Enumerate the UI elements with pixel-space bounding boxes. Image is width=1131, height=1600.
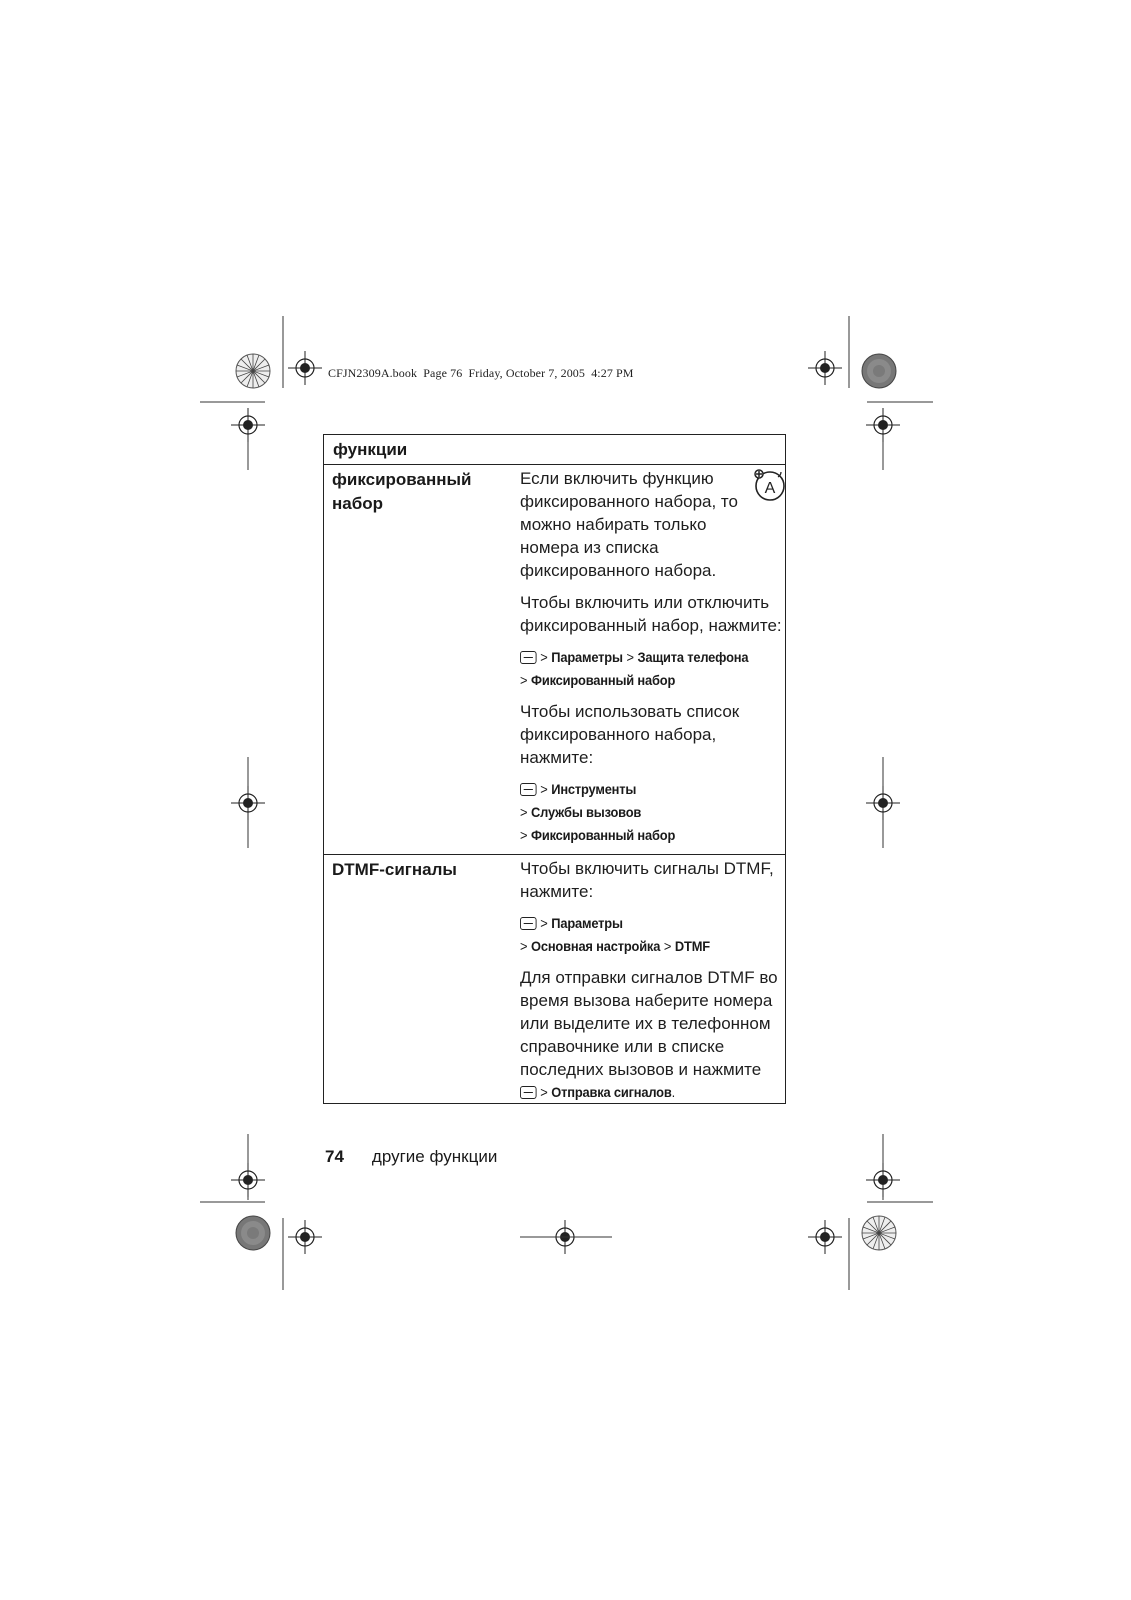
menu-path-item: DTMF (674, 938, 710, 954)
print-header: CFJN2309A.book Page 76 Friday, October 7, 2005 4:27 PM (328, 366, 634, 380)
page-number: 74 (325, 1147, 344, 1166)
menu-path-item: Инструменты (551, 781, 637, 797)
menu-path-item: Фиксированный набор (531, 827, 676, 843)
row-description (520, 857, 784, 1112)
section-title: другие функции (371, 1147, 498, 1166)
sentence-end: . (671, 1084, 675, 1100)
table-row-fixed-dial (324, 465, 785, 855)
page-footer (325, 1147, 497, 1167)
menu-path: > Параметры > Основная настройка > DTMF (520, 915, 710, 954)
registration-mark-icon (866, 1163, 900, 1197)
registration-mark-icon (808, 351, 842, 385)
table-row-dtmf (324, 855, 785, 1104)
registration-mark-icon (808, 1220, 842, 1254)
row-description (520, 467, 784, 855)
menu-path: > Инструменты > Службы вызовов > Фиксированный набор (520, 781, 676, 843)
instruction-text: Чтобы включить или отключить фиксированный набор, нажмите: (520, 593, 782, 635)
menu-path-item: Защита телефона (637, 649, 749, 665)
registration-mark-icon (231, 1163, 265, 1197)
menu-path-item: Основная настройка (531, 938, 661, 954)
menu-path-item: Параметры (551, 915, 623, 931)
registration-mark-icon (866, 408, 900, 442)
registration-mark-icon (288, 1220, 322, 1254)
menu-key-icon (520, 651, 537, 664)
menu-key-icon (520, 783, 537, 796)
menu-path: > Параметры > Защита телефона > Фиксированный набор (520, 649, 749, 688)
menu-path: > Отправка сигналов. (520, 1081, 763, 1104)
row-label: DTMF-сигналы (332, 860, 457, 879)
instruction-text: Чтобы включить сигналы DTMF, нажмите: (520, 859, 774, 901)
svg-text:A: A (764, 480, 776, 497)
registration-mark-icon (866, 786, 900, 820)
menu-key-icon (520, 917, 537, 930)
fixed-dial-feature-icon (752, 467, 788, 503)
menu-path-item: Параметры (551, 649, 623, 665)
color-target-icon (236, 1216, 270, 1250)
instruction-text: Чтобы использовать список фиксированного набора, нажмите: (520, 702, 740, 767)
row-label: фиксированный набор (332, 470, 472, 513)
color-target-icon (236, 354, 270, 388)
features-table (323, 434, 786, 1104)
menu-path-item: Отправка сигналов (551, 1084, 672, 1100)
table-header: функции (324, 435, 785, 465)
description-text: Для отправки сигналов DTMF во время вызова наберите номера или выделите их в телефонном справочнике или в списке последних вызовов и нажмите (520, 968, 778, 1079)
color-target-icon (862, 1216, 896, 1250)
registration-mark-icon (231, 408, 265, 442)
menu-path-item: Службы вызовов (531, 804, 642, 820)
menu-key-icon (520, 1086, 537, 1099)
registration-mark-icon (288, 351, 322, 385)
registration-mark-icon (231, 786, 265, 820)
menu-path-item: Фиксированный набор (531, 672, 676, 688)
color-target-icon (862, 354, 896, 388)
description-text: Если включить функцию фиксированного набора, то можно набирать только номера из списка фиксированного набора. (520, 469, 738, 580)
